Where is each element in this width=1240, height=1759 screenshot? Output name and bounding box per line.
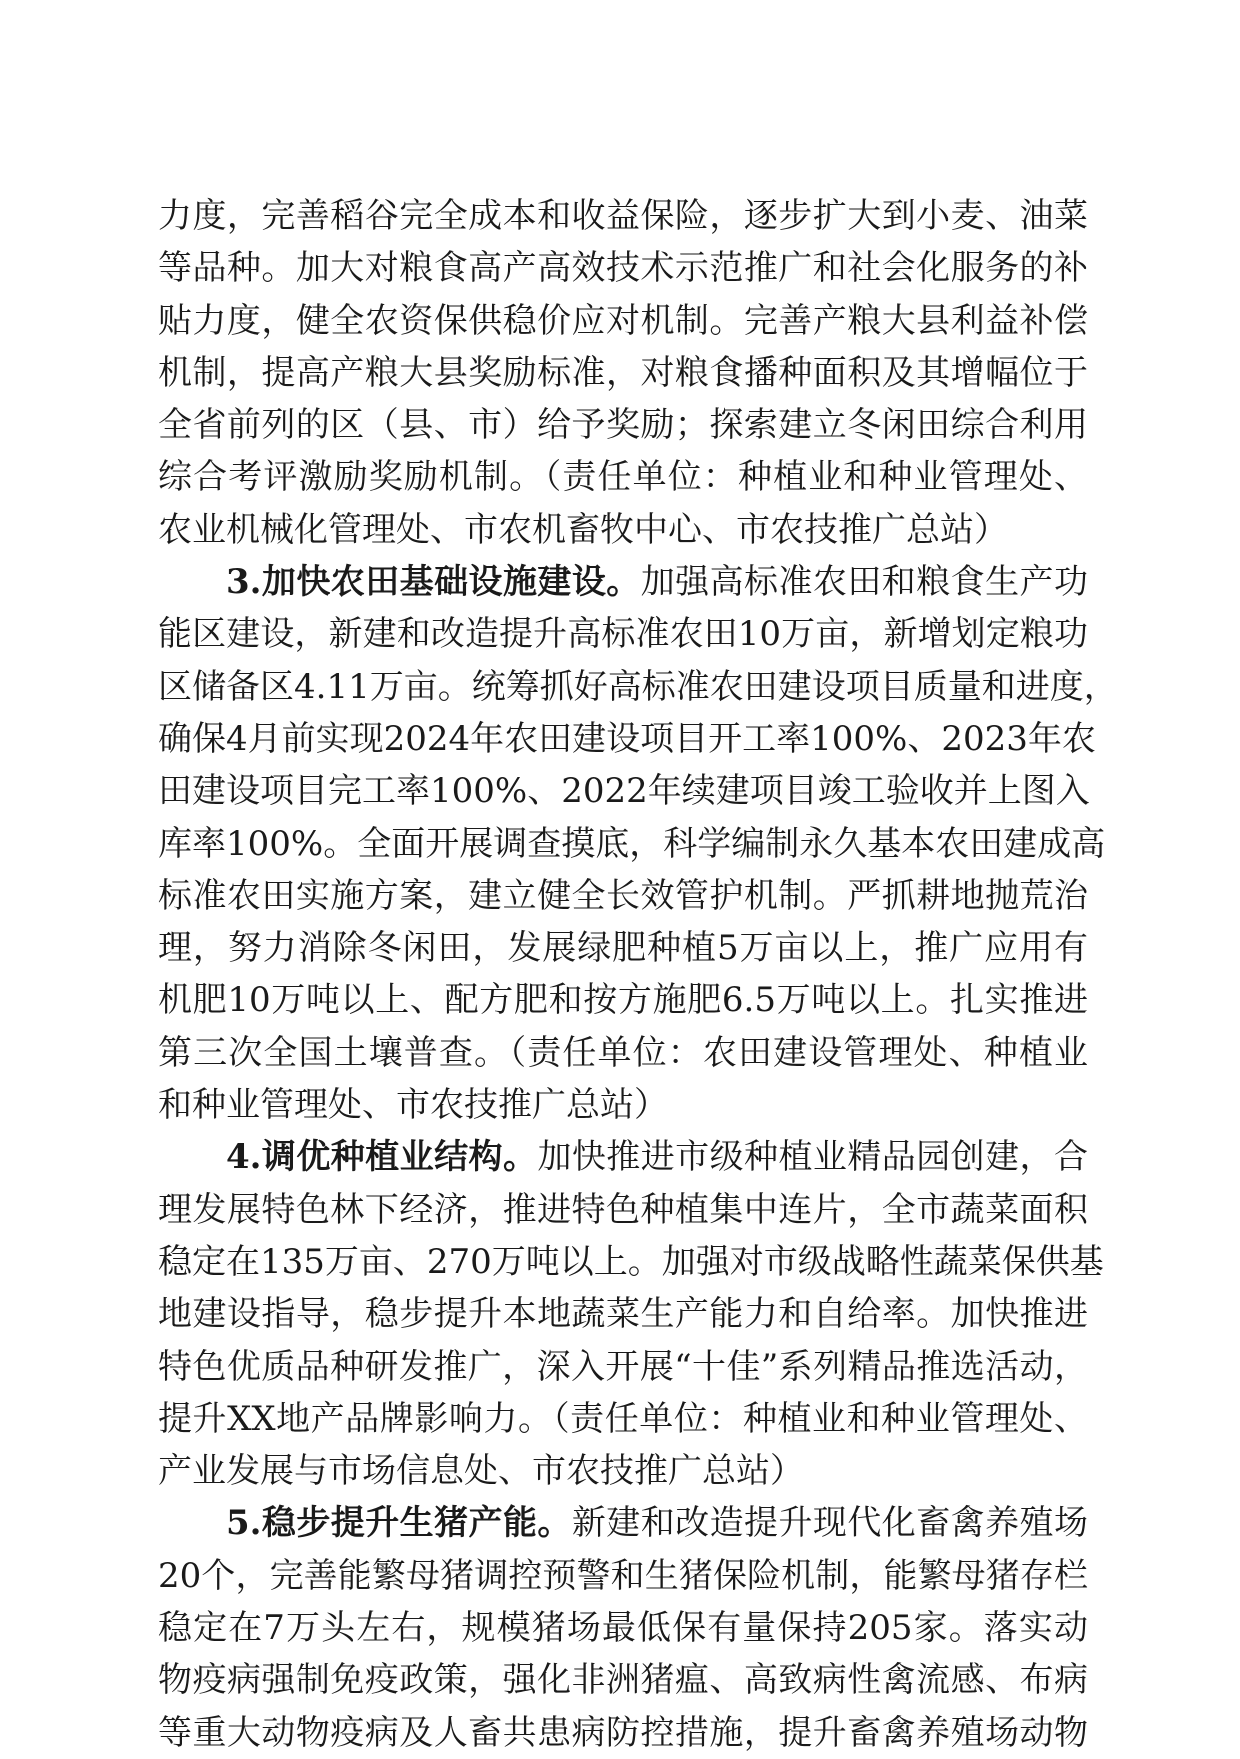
paragraph xyxy=(158,1131,1104,1497)
text-line: 全省前列的区（县、市）给予奖励；探索建立冬闲田综合利用 xyxy=(158,405,1088,446)
text-line: 物疫病强制免疫政策，强化非洲猪瘟、高致病性禽流感、布病 xyxy=(158,1660,1088,1701)
text-line: 标准农田实施方案，建立健全长效管护机制。严抓耕地抛荒治 xyxy=(158,875,1088,916)
paragraph xyxy=(158,1497,1088,1758)
section-heading: 4.调优种植业结构。 xyxy=(226,1137,538,1178)
text-line xyxy=(158,1497,1088,1549)
text-line: 地建设指导，稳步提升本地蔬菜生产能力和自给率。加快推进 xyxy=(158,1294,1088,1335)
text-line: 综合考评激励奖励机制。（责任单位：种植业和种业管理处、 xyxy=(158,457,1088,498)
text-line: 机制，提高产粮大县奖励标准，对粮食播种面积及其增幅位于 xyxy=(158,352,1088,393)
paragraph xyxy=(158,556,1118,1131)
text-line: 理发展特色林下经济，推进特色种植集中连片，全市蔬菜面积 xyxy=(158,1189,1088,1230)
text-line: 田建设项目完工率100%、2022年续建项目竣工验收并上图入 xyxy=(158,771,1090,812)
text-line: 稳定在135万亩、270万吨以上。加强对市级战略性蔬菜保供基 xyxy=(158,1241,1104,1282)
text-line: 贴力度，健全农资保供稳价应对机制。完善产粮大县利益补偿 xyxy=(158,300,1088,341)
text-line: 等重大动物疫病及人畜共患病防控措施，提升畜禽养殖场动物 xyxy=(158,1712,1088,1753)
text-line: 加强高标准农田和粮食生产功 xyxy=(640,562,1088,603)
text-line: 第三次全国土壤普查。（责任单位：农田建设管理处、种植业 xyxy=(158,1032,1088,1073)
text-line: 等品种。加大对粮食高产高效技术示范推广和社会化服务的补 xyxy=(158,248,1088,289)
text-line xyxy=(158,556,1088,608)
text-line: 区储备区4.11万亩。统筹抓好高标准农田建设项目质量和进度， xyxy=(158,666,1118,707)
text-line xyxy=(158,1131,1088,1183)
text-line: 提升XX地产品牌影响力。（责任单位：种植业和种业管理处、 xyxy=(158,1398,1088,1439)
text-line: 库率100%。全面开展调查摸底，科学编制永久基本农田建成高 xyxy=(158,823,1106,864)
text-line: 确保4月前实现2024年农田建设项目开工率100%、2023年农 xyxy=(158,718,1096,759)
text-line: 和种业管理处、市农技推广总站） xyxy=(158,1085,668,1126)
text-line: 稳定在7万头左右，规模猪场最低保有量保持205家。落实动 xyxy=(158,1608,1088,1649)
text-line: 力度，完善稻谷完全成本和收益保险，逐步扩大到小麦、油菜 xyxy=(158,196,1088,236)
section-heading: 5.稳步提升生猪产能。 xyxy=(226,1503,572,1544)
text-line: 理，努力消除冬闲田，发展绿肥种植5万亩以上，推广应用有 xyxy=(158,928,1088,969)
text-line: 能区建设，新建和改造提升高标准农田10万亩，新增划定粮功 xyxy=(158,614,1088,655)
text-line: 机肥10万吨以上、配方肥和按方施肥6.5万吨以上。扎实推进 xyxy=(158,980,1088,1021)
text-line: 农业机械化管理处、市农机畜牧中心、市农技推广总站） xyxy=(158,509,1008,550)
paragraph xyxy=(158,190,1088,556)
text-line: 产业发展与市场信息处、市农技推广总站） xyxy=(158,1451,804,1492)
section-heading: 3.加快农田基础设施建设。 xyxy=(226,562,641,603)
document-page xyxy=(158,190,1118,1759)
text-line: 20个，完善能繁母猪调控预警和生猪保险机制，能繁母猪存栏 xyxy=(158,1555,1088,1596)
text-line: 加快推进市级种植业精品园创建，合 xyxy=(537,1137,1088,1178)
text-line: 特色优质品种研发推广，深入开展“十佳”系列精品推选活动， xyxy=(158,1346,1088,1387)
text-line: 新建和改造提升现代化畜禽养殖场 xyxy=(571,1503,1088,1544)
